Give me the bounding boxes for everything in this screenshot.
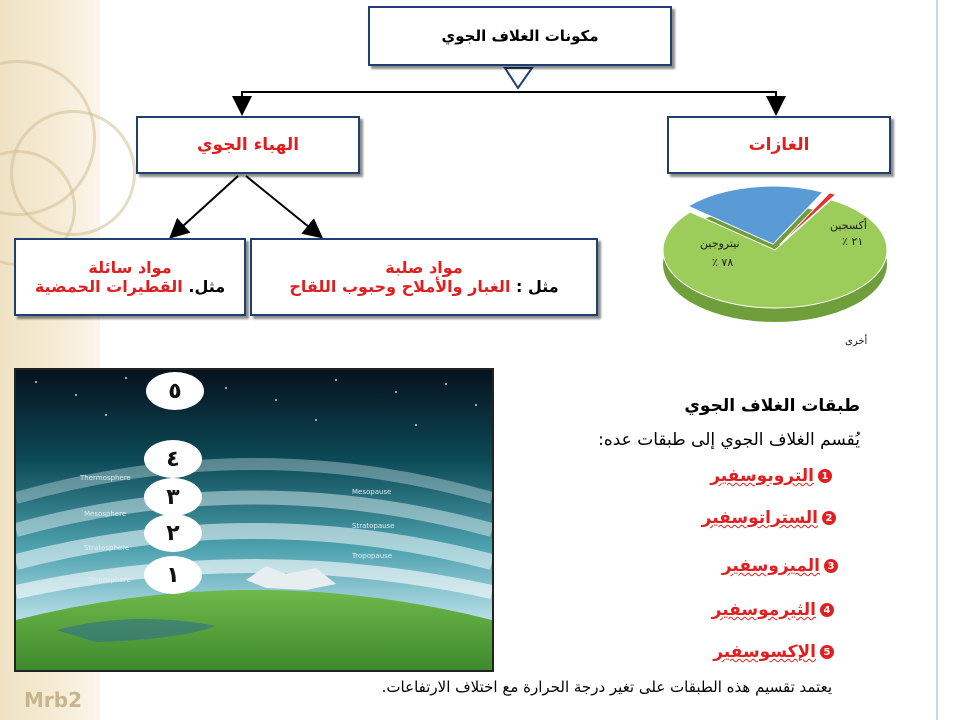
solid-example: الغبار والأملاح وحبوب اللقاح <box>289 277 511 296</box>
layer-item-2 <box>702 508 836 528</box>
solid-prefix: مثل : <box>516 277 559 296</box>
layer-name-3: الميزوسفير <box>721 556 820 576</box>
liquid-prefix: مثل. <box>188 277 226 296</box>
pie-value-oxygen: ٢١ ٪ <box>842 235 864 248</box>
layer-item-5 <box>713 642 834 662</box>
bullet-1: 1 <box>818 469 832 483</box>
bullet-5: 5 <box>820 645 834 659</box>
label-stratosphere: Stratosphere <box>84 544 130 552</box>
layer-item-1 <box>710 466 832 486</box>
bullet-2: 2 <box>822 511 836 525</box>
aerosols-box: الهباء الجوي <box>136 116 360 174</box>
bullet-3: 3 <box>824 559 838 573</box>
label-troposphere: Troposphere <box>88 576 131 584</box>
layer-oval-4: ٤ <box>144 440 202 478</box>
bullet-4: 4 <box>820 603 834 617</box>
layer-name-4: الثيرموسفير <box>711 600 816 620</box>
pie-label-oxygen: أكسجين <box>830 219 867 232</box>
solid-title: مواد صلبة <box>385 258 463 277</box>
footer-note: يعتمد تقسيم هذه الطبقات على تغير درجة الحرارة مع اختلاف الارتفاعات. <box>381 678 832 696</box>
atmosphere-illustration <box>16 370 492 670</box>
label-mesosphere: Mesosphere <box>84 510 127 518</box>
liquid-title: مواد سائلة <box>88 258 172 277</box>
section-intro: يُقسم الغلاف الجوي إلى طبقات عده: <box>598 430 860 450</box>
layer-name-5: الإكسوسفير <box>713 642 816 662</box>
atmosphere-layers-image <box>14 368 494 672</box>
pie-label-nitrogen: نيتروجين <box>700 237 740 250</box>
pie-value-nitrogen: ٧٨ ٪ <box>712 256 734 269</box>
page-title: مكونات الغلاف الجوي <box>368 6 672 66</box>
label-stratopause: Stratopause <box>352 522 395 530</box>
layer-oval-3: ٣ <box>144 478 202 516</box>
layer-name-2: الستراتوسفير <box>701 508 818 528</box>
label-mesopause: Mesopause <box>352 488 392 496</box>
layer-item-4 <box>712 600 834 620</box>
layer-oval-2: ٢ <box>144 514 202 552</box>
gases-box: الغازات <box>667 116 891 174</box>
label-tropopause: Tropopause <box>352 552 393 560</box>
pie-label-other: أخرى <box>845 336 868 347</box>
layer-item-3 <box>722 556 838 576</box>
logo-text: Mrb2 <box>24 688 82 712</box>
layer-oval-1: ١ <box>144 556 202 594</box>
section-title: طبقات الغلاف الجوي <box>684 396 860 416</box>
layer-oval-5: ٥ <box>146 372 204 410</box>
layer-name-1: التروبوسفير <box>710 466 814 486</box>
label-thermosphere: Thermosphere <box>80 474 131 482</box>
liquid-example: القطيرات الحمضية <box>34 277 183 296</box>
